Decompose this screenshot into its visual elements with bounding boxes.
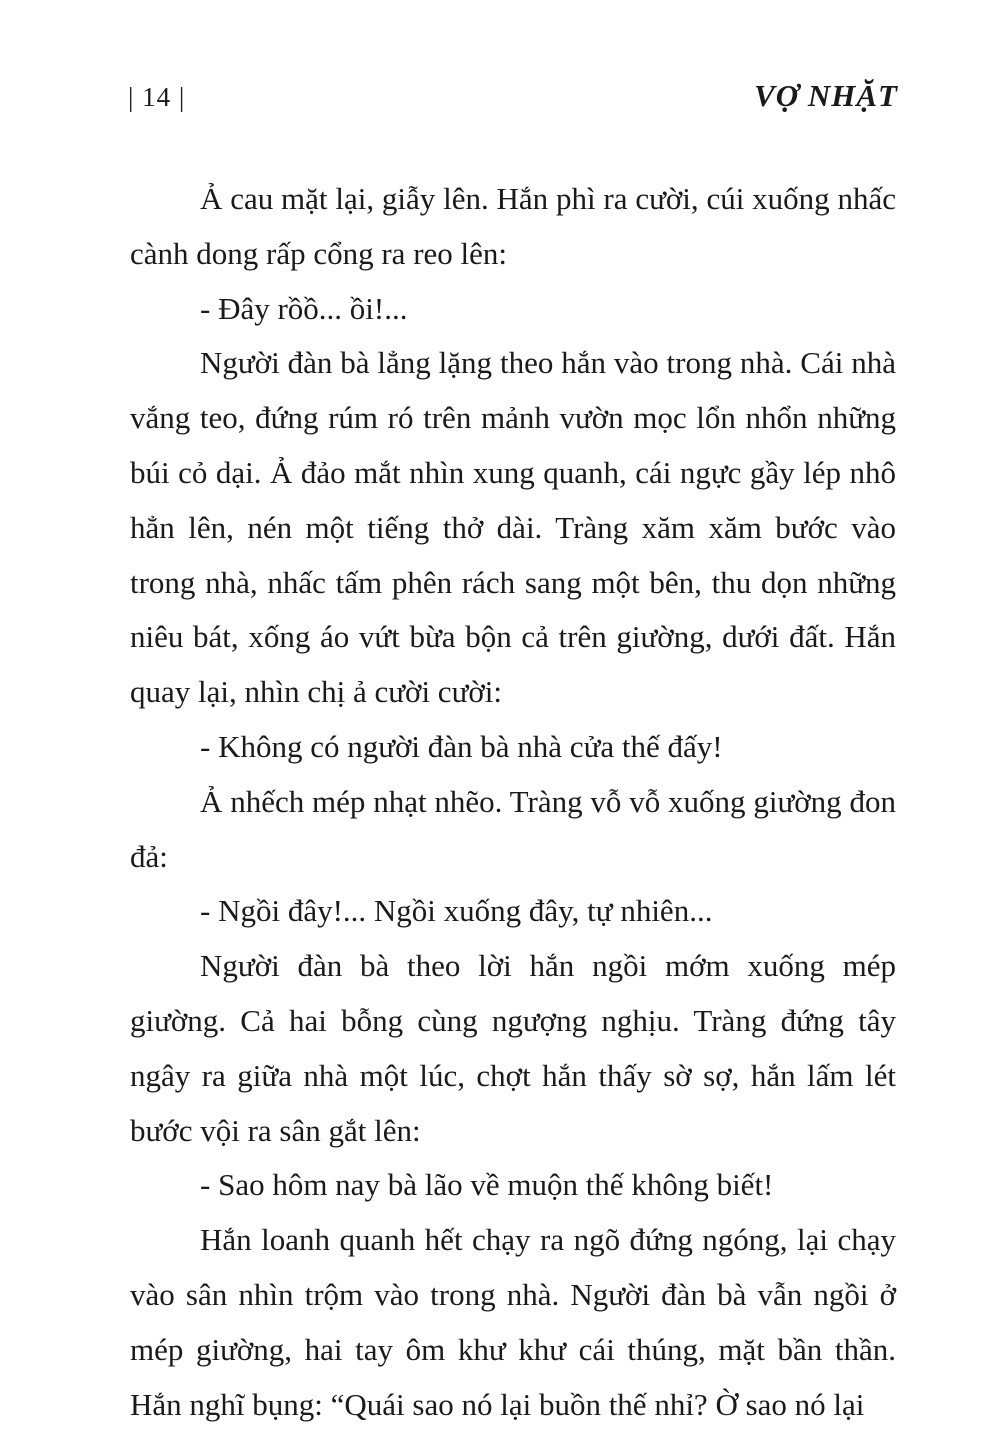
running-title: VỢ NHẶT <box>754 78 898 113</box>
body-text <box>130 172 896 1432</box>
page-header <box>128 78 898 128</box>
paragraph: Ả cau mặt lại, giẫy lên. Hắn phì ra cười, cúi xuống nhấc cành dong rấp cổng ra reo lên: <box>130 181 896 271</box>
paragraph: Hắn loanh quanh hết chạy ra ngõ đứng ngóng, lại chạy vào sân nhìn trộm vào trong nhà. Người đàn bà vẫn ngồi ở mép giường, hai tay ôm khư khư cái thúng, mặt bần thần. Hắn nghĩ bụng: “Quái sao nó lại buồn thế nhỉ? Ờ sao nó lại <box>130 1222 896 1422</box>
dialogue-line: - Ngồi đây!... Ngồi xuống đây, tự nhiên... <box>200 893 713 929</box>
dialogue-line: - Sao hôm nay bà lão về muộn thế không biết! <box>200 1167 774 1203</box>
paragraph: Người đàn bà theo lời hắn ngồi mớm xuống mép giường. Cả hai bỗng cùng ngượng nghịu. Tràng đứng tây ngây ra giữa nhà một lúc, chợt hắn thấy sờ sợ, hắn lấm lét bước vội ra sân gắt lên: <box>130 948 896 1148</box>
dialogue-line: - Đây rồồ... ồi!... <box>200 290 408 326</box>
dialogue-line: - Không có người đàn bà nhà cửa thế đấy! <box>200 728 723 764</box>
paragraph: Ả nhếch mép nhạt nhẽo. Tràng vỗ vỗ xuống giường đon đả: <box>130 783 896 874</box>
page-number: | 14 | <box>128 82 186 112</box>
paragraph: Người đàn bà lẳng lặng theo hắn vào trong nhà. Cái nhà vắng teo, đứng rúm ró trên mảnh vườn mọc lổn nhổn những búi cỏ dại. Ả đảo mắt nhìn xung quanh, cái ngực gầy lép nhô hẳn lên, nén một tiếng thở dài. Tràng xăm xăm bước vào trong nhà, nhấc tấm phên rách sang một bên, thu dọn những niêu bát, xống áo vứt bừa bộn cả trên giường, dưới đất. Hắn quay lại, nhìn chị ả cười cười: <box>130 345 896 710</box>
